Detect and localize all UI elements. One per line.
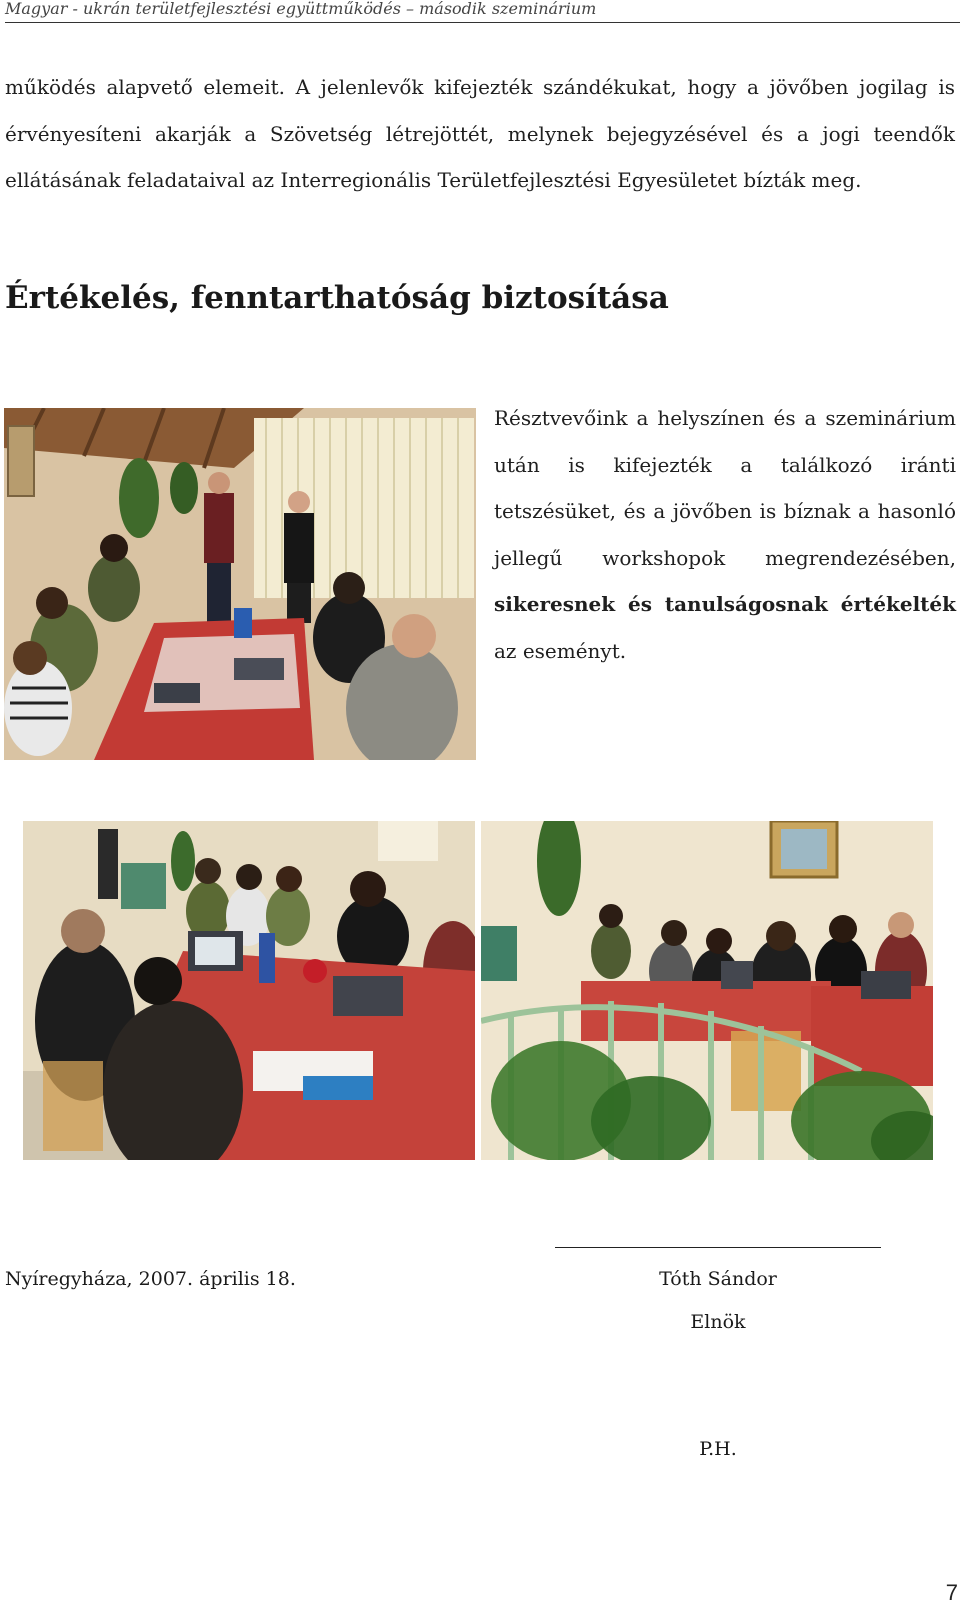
running-header bbox=[5, 0, 960, 23]
seminar-photo-handshake bbox=[4, 408, 476, 760]
place-and-date: Nyíregyháza, 2007. április 18. bbox=[5, 1268, 296, 1290]
evaluation-text: Résztvevőink a helyszínen és a szeminárium után is kifejezték a találkozó iránti tetszésüket, és a jövőben is bíznak a hasonló jellegű workshopok megrendezésében, bbox=[494, 406, 956, 570]
signature-line bbox=[555, 1247, 881, 1248]
section-heading: Értékelés, fenntarthatóság biztosítása bbox=[5, 280, 669, 316]
running-header-title: Magyar - ukrán területfejlesztési együttműködés – második szeminárium bbox=[5, 0, 597, 18]
evaluation-text-bold: sikeresnek és tanulságosnak értékelték bbox=[494, 592, 956, 616]
seminar-photo-group-table bbox=[23, 821, 475, 1160]
signer-name: Tóth Sándor bbox=[659, 1268, 777, 1290]
signer-title: Elnök bbox=[690, 1311, 746, 1333]
evaluation-text-end: az eseményt. bbox=[494, 638, 627, 663]
stamp-placeholder: P.H. bbox=[699, 1438, 737, 1460]
page-number: 7 bbox=[945, 1580, 958, 1605]
body-paragraph: működés alapvető elemeit. A jelenlevők kifejezték szándékukat, hogy a jövőben jogilag is érvényesíteni akarják a Szövetség létrejöttét, melynek bejegyzésével és a jogi teendők ellátásának feladataival az Interregionális Területfejlesztési Egyesületet bízták meg. bbox=[5, 75, 955, 192]
seminar-photo-room-view bbox=[481, 821, 933, 1160]
evaluation-paragraph bbox=[494, 395, 956, 674]
